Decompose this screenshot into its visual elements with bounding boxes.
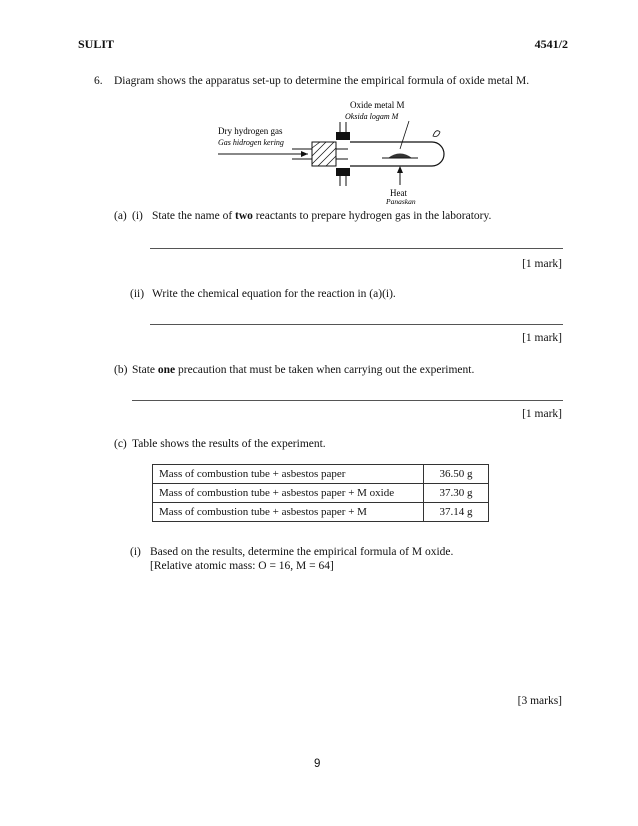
table-cell-value: 36.50 g bbox=[424, 465, 489, 484]
mark-b: [1 mark] bbox=[522, 408, 562, 420]
part-b-bold: one bbox=[157, 364, 176, 376]
answer-space-c-i[interactable] bbox=[150, 580, 563, 690]
part-a-ii-text: Write the chemical equation for the reaction in (a)(i). bbox=[152, 288, 396, 300]
mark-a-ii: [1 mark] bbox=[522, 332, 562, 344]
answer-line-a-i[interactable] bbox=[150, 248, 563, 249]
part-b-pre: State bbox=[132, 364, 158, 376]
gas-label-ms: Gas hidrogen kering bbox=[218, 138, 284, 147]
table-cell-value: 37.14 g bbox=[424, 503, 489, 522]
part-c-i-label: (i) bbox=[130, 546, 141, 558]
oxide-label-en: Oxide metal M bbox=[350, 100, 405, 110]
part-a-i-label: (i) bbox=[132, 210, 143, 222]
apparatus-diagram bbox=[200, 92, 460, 204]
mark-c-i: [3 marks] bbox=[517, 695, 562, 707]
part-a-i-text bbox=[152, 209, 491, 223]
heat-label-ms: Panaskan bbox=[386, 197, 416, 204]
table-row bbox=[153, 503, 489, 522]
part-c-text: Table shows the results of the experiment. bbox=[132, 438, 326, 450]
mark-a-i: [1 mark] bbox=[522, 258, 562, 270]
header-right: 4541/2 bbox=[534, 37, 568, 51]
part-a-label: (a) bbox=[114, 210, 127, 222]
table-cell-item: Mass of combustion tube + asbestos paper + M bbox=[153, 503, 424, 522]
part-b-text bbox=[132, 363, 474, 377]
answer-line-a-ii[interactable] bbox=[150, 324, 563, 325]
header-left: SULIT bbox=[78, 37, 115, 51]
part-c-i-text: Based on the results, determine the empirical formula of M oxide. bbox=[150, 546, 454, 558]
part-a-i-pre: State the name of bbox=[152, 210, 236, 222]
part-a-i-bold: two bbox=[235, 210, 253, 222]
table-row bbox=[153, 484, 489, 503]
heat-label-en: Heat bbox=[390, 188, 407, 198]
results-table bbox=[152, 464, 489, 522]
answer-line-b[interactable] bbox=[132, 400, 563, 401]
oxide-label-ms: Oksida logam M bbox=[345, 112, 399, 121]
table-row bbox=[153, 465, 489, 484]
table-cell-item: Mass of combustion tube + asbestos paper bbox=[153, 465, 424, 484]
question-intro: Diagram shows the apparatus set-up to determine the empirical formula of oxide metal M. bbox=[114, 75, 530, 87]
page-number: 9 bbox=[314, 758, 321, 770]
part-c-i-note: [Relative atomic mass: O = 16, M = 64] bbox=[150, 560, 334, 572]
part-b-label: (b) bbox=[114, 364, 128, 376]
gas-label-en: Dry hydrogen gas bbox=[218, 126, 283, 136]
part-a-ii-label: (ii) bbox=[130, 288, 145, 300]
part-c-label: (c) bbox=[114, 438, 127, 450]
question-number: 6. bbox=[94, 75, 103, 87]
part-b-post: precaution that must be taken when carrying out the experiment. bbox=[175, 364, 475, 376]
table-cell-item: Mass of combustion tube + asbestos paper + M oxide bbox=[153, 484, 424, 503]
part-a-i-post: reactants to prepare hydrogen gas in the laboratory. bbox=[252, 210, 492, 222]
table-cell-value: 37.30 g bbox=[424, 484, 489, 503]
